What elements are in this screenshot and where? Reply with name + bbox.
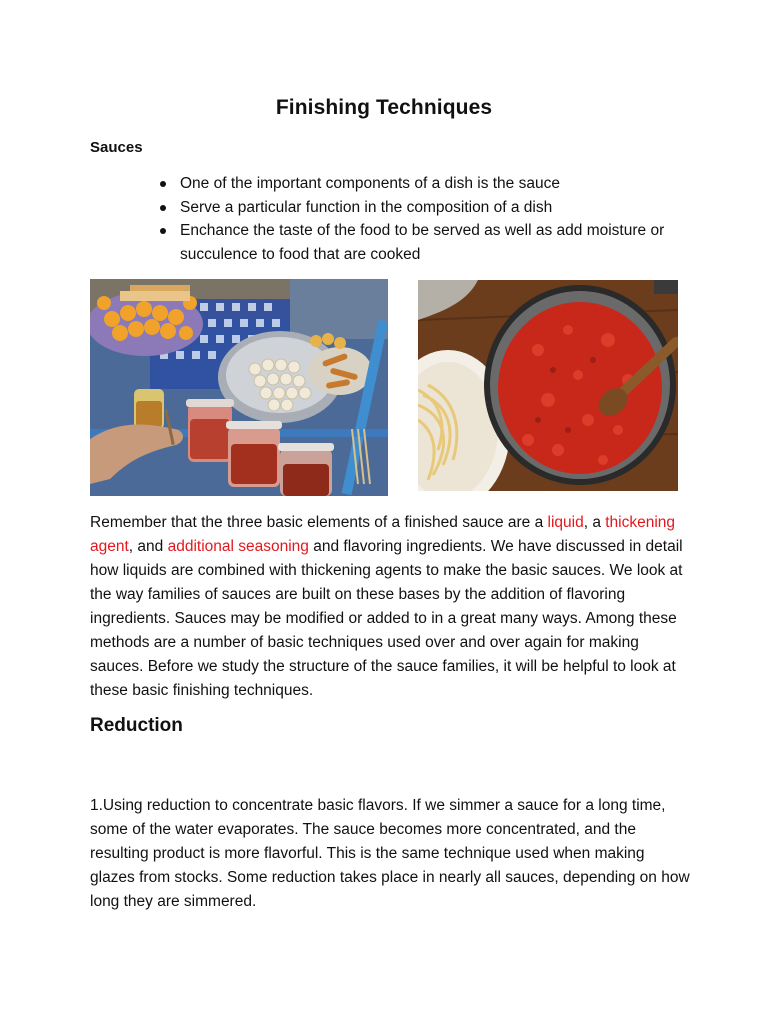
tomato-sauce-photo: [418, 280, 678, 491]
bullet-item: Serve a particular function in the composition of a dish: [158, 196, 678, 220]
bullet-item: One of the important components of a dish is the sauce: [158, 172, 678, 196]
highlight-thickening-agent: thickening agent: [90, 514, 676, 555]
intro-text-3: , and: [128, 538, 168, 555]
reduction-paragraph: 1.Using reduction to concentrate basic flavors. If we simmer a sauce for a long time, some of the water evaporates. The sauce becomes more concentrated, and the resulting product is more flavorful. This is the same technique used when making glazes from stocks. Some reduction takes place in nearly all sauces, depending on how long they are simmered.: [90, 797, 690, 910]
intro-text-2: , a: [583, 514, 606, 531]
intro-text-4: and flavoring ingredients. We have discussed in detail how liquids are combined with thickening agents to make the basic sauces. We look at the way families of sauces are built on these bases by the addition of flavoring ingredients. Sauces may be modified or added to in a great many ways. Among these methods are a number of basic techniques used over and over again for making sauces. Before we study the structure of the sauce families, it will be helpful to look at these basic finishing techniques.: [90, 538, 683, 699]
reduction-heading: Reduction: [90, 715, 183, 736]
intro-text-1: Remember that the three basic elements of a finished sauce are a: [90, 514, 548, 531]
intro-paragraph: [90, 511, 690, 703]
street-food-photo: [90, 279, 388, 496]
highlight-liquid: liquid: [547, 514, 584, 531]
bullet-item: Enchance the taste of the food to be served as well as add moisture or succulence to food that are cooked: [158, 219, 678, 266]
sauces-bullet-list: [158, 172, 678, 266]
sauces-label: Sauces: [90, 139, 143, 156]
page-title: Finishing Techniques: [275, 96, 493, 119]
highlight-additional-seasoning: additional seasoning: [167, 538, 309, 555]
